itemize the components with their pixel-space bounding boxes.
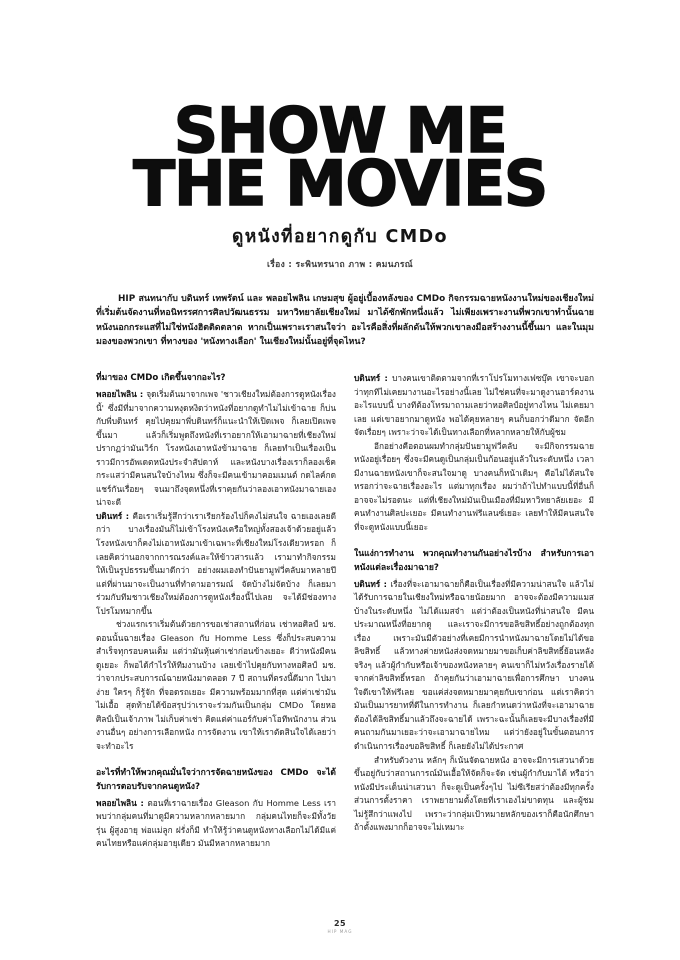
question-heading: อะไรที่ทำให้พวกคุณมั่นใจว่าการจัดฉายหนังของ CMDo จะได้รับการตอบรับจากคนดูหนัง? <box>96 768 336 792</box>
answer-text: บางคนเขาติดตามจากที่เราโปรโมทางเฟซบุ๊ค เขาจะบอกว่าทุกทีไม่เคยมางานอะไรอย่างนี้เลย ไม่ใช่คนที่จะมาดูงานอาร์ตงานอะไรแบบนี้ บางทีต้องโทรมาถามเลยว่าหอศิลป์อยู่ทางไหน ไม่เคยมาเลย แต่เขาอยากมาดูหนัง พอได้คุยหลายๆ คนก็บอกว่าดีมาก จัดอีกจัดเรื่อยๆ เพราะว่าจะได้เป็นทางเลือกที่หลากหลายให้กับผู้ชม <box>354 373 594 438</box>
headline-line-1: SHOW ME <box>173 94 507 167</box>
question-heading: ที่มาของ CMDo เกิดขึ้นจากอะไร? <box>96 373 226 383</box>
headline-line-2: THE MOVIES <box>133 147 547 221</box>
page-title <box>0 94 680 221</box>
subtitle: ดูหนังที่อยากดูกับ CMDo <box>232 226 448 247</box>
speaker-name: บดินทร์ : <box>354 578 391 589</box>
column-left <box>96 372 336 890</box>
answer-text: จุดเริ่มต้นมาจากเพจ 'ชาวเชียงใหม่ต้องการดูหนังเรื่องนี้' ซึ่งมีที่มาจากความหงุดหงิดว่าหนังที่อยากดูทำไมไม่เข้าฉาย ก็บ่นกับพี่บดินทร์ คุยไปคุยมาพี่บดินทร์ก็แนะนำให้เปิดเพจ ก็เลยเปิดเพจขึ้นมา แล้วก็เริ่มพูดถึงหนังที่เราอยากให้เอามาฉายที่เชียงใหม่ ปรากฏว่ามันเวิร์ก โรงหนังเอาหนังข้ามาฉาย ก็เลยทำเป็นเรื่องเป็นราวมีการอัพเดตหนังประจำสัปดาห์ และหนังบางเรื่องเราก็ลองเช็คกระแสว่ามีคนสนใจบ้างไหม ซึ่งก็จะมีคนเข้ามาคอมเมนต์ กดไลค์กดแชร์กันเรื่อยๆ จนมาถึงจุดหนึ่งที่เราคุยกันว่าลองเอาหนังมาฉายเองน่าจะดี <box>96 389 336 508</box>
answer-paragraph: ช่วงแรกเราเริ่มต้นด้วยการขอเช่าสถานที่ก่อน เช่าหอศิลป์ มช. ตอนนั้นฉายเรื่อง Gleason กับ Homme Less ซึ่งก็ประสบความสำเร็จทุกรอบคนเต็ม แต่ว่ามันหุ้นค่าเช่าก่อนข้างเยอะ ดีว่าหนังมีคนดูเยอะ ก็พอได้กำไรให้ทีมงานบ้าง เลยเข้าไปคุยกับทางหอศิลป์ มช. ว่าจากประสบการณ์ฉายหนังมาตลอด 7 ปี สถานที่ตรงนี้ดีมาก ไปมาง่าย ใครๆ ก็รู้จัก ที่จอดรถเยอะ มีความพร้อมมากที่สุด แต่ค่าเช่ามันไม่เอื้อ สุดท้ายได้ข้อสรุปว่าเราจะร่วมกันเป็นกลุ่ม CMDo โดยหอศิลป์เป็นเจ้าภาพ ไม่เก็บค่าเช่า คิดแต่ค่าแอร์กับค่าโอทีพนักงาน ส่วนงานอื่นๆ อย่างการเลือกหนัง การจัดงาน เขาให้เราตัดสินใจได้เลยว่าจะทำอะไร <box>96 619 336 751</box>
folio-caption: HIP MAG <box>327 929 353 934</box>
speaker-name: พลอยไพลิน : <box>96 389 147 400</box>
answer-paragraph <box>354 372 594 440</box>
intro-paragraph: HIP สนทนากับ บดินทร์ เทพรัตน์ และ พลอยไพลิน เกษมสุข ผู้อยู่เบื้องหลังของ CMDo กิจกรรมฉายหนังงานใหม่ของเชียงใหม่ ที่เริ่มต้นจัดงานที่หอนิทรรศการศิลปวัฒนธรรม มหาวิทยาลัยเชียงใหม่ มาได้ซักพักหนึ่งแล้ว ไม่เพียงเพราะงานที่พวกเขาทำนั้นฉายหนังนอกกระแสที่ไม่ใช่หนังฮิตติดตลาด หากเป็นเพราะเราสนใจว่า อะไรคือสิ่งที่ผลักดันให้พวกเขาลงมือสร้างงานนี้ขึ้นมา และในมุมมองของพวกเขา ที่ทางของ 'หนังทางเลือก' ในเชียงใหม่นั้นอยู่ที่จุดไหน? <box>96 294 594 348</box>
column-right <box>354 372 594 890</box>
answer-text: เรื่องที่จะเอามาฉายก็คือเป็นเรื่องที่มีความน่าสนใจ แล้วไม่ได้รับการฉายในเชียงใหม่หรือฉายน้อยมาก อาจจะต้องมีความแมสบ้างในระดับหนึ่ง ไม่ได้แมสจ๋า แต่ว่าต้องเป็นหนังที่น่าสนใจ มีคนประมาณหนึ่งที่อยากดู และเราจะมีการขอลิขสิทธิ์อย่างถูกต้องทุกเรื่อง เพราะมันมีตัวอย่างที่เคยมีการนำหนังมาฉายโดยไม่ได้ขอลิขสิทธิ์ แล้วทางค่ายหนังส่งจดหมายมาขอเก็บค่าลิขสิทธิ์ย้อนหลัง จริงๆ แล้วผู้กำกับหรือเจ้าของหนังหลายๆ คนเขาก็ไม่หวังเรื่องรายได้จากค่าลิขสิทธิ์หรอก ถ้าคุยกันว่าเอามาฉายเพื่อการศึกษา บางคนใจดีเขาให้ฟรีเลย ขอแค่ส่งจดหมายมาคุยกับเขาก่อน แต่เราคิดว่ามันเป็นมารยาทที่ดีในการทำงาน ก็เลยกำหนดว่าหนังที่จะเอามาฉายต้องได้ลิขสิทธิ์มาแล้วถึงจะฉายได้ เพราะฉะนั้นก็เลยจะมีบางเรื่องที่มีคนถามกันมาเยอะว่าจะเอามาฉายไหม แต่ว่ายังอยู่ในขั้นตอนการดำเนินการเรื่องขอลิขสิทธิ์ ก็เลยยังไม่ได้ประกาศ <box>354 578 594 751</box>
answer-text: ตอนที่เราฉายเรื่อง Gleason กับ Homme Less เราพบว่ากลุ่มคนที่มาดูมีความหลากหลายมาก กลุ่มคนไทยก็จะมีทั้งวัยรุ่น ผู้สูงอายุ พ่อแม่ลูก ฝรั่งก็มี ทำให้รู้ว่าคนดูหนังทางเลือกไม่ได้มีแค่คนไทยหรือแค่กลุ่มอายุเดียว มันมีหลากหลายมาก <box>96 797 336 849</box>
speaker-name: บดินทร์ : <box>96 510 133 521</box>
byline: เรื่อง : ระพินทรนาถ ภาพ : คมนภรณ์ <box>266 259 414 270</box>
answer-paragraph <box>96 510 336 618</box>
body-columns <box>96 372 594 890</box>
page-number: 25 <box>334 919 346 928</box>
speaker-name: บดินทร์ : <box>354 373 393 383</box>
folio <box>0 919 680 934</box>
speaker-name: พลอยไพลิน : <box>96 797 148 808</box>
answer-paragraph: สำหรับตัวงาน หลักๆ ก็เน้นจัดฉายหนัง อาจจะมีการเสวนาด้วย ขึ้นอยู่กับว่าสถานการณ์มันเอื้อให้จัดก็จะจัด เช่นผู้กำกับมาได้ หรือว่าหนังมีประเด็นน่าเสวนา ก็จะดูเป็นครั้งๆไป ไม่ซีเรียสว่าต้องมีทุกครั้ง ส่วนการตั้งราคา เราพยายามตั้งโดยที่เราเองไม่ขาดทุน และผู้ชมไม่รู้สึกว่าแพงไป เพราะว่ากลุ่มเป้าหมายหลักของเราก็คือนักศึกษา ถ้าตั้งแพงมากก็อาจจะไม่เหมาะ <box>354 754 594 833</box>
answer-paragraph <box>96 388 336 510</box>
question-heading: ในแง่การทำงาน พวกคุณทำงานกันอย่างไรบ้าง สำหรับการเอาหนังแต่ละเรื่องมาฉาย? <box>354 549 594 573</box>
answer-paragraph <box>354 578 594 754</box>
masthead <box>0 94 680 271</box>
answer-text: คือเราเริ่มรู้สึกว่าเราเรียกร้องไปก็คงไม่สนใจ ฉายเองเลยดีกว่า บางเรื่องมันก็ไม่เข้าโรงหนังเครือใหญ่ทั้งสองเจ้าด้วยอยู่แล้ว โรงหนังเขาก็คงไม่เอาหนังมาเข้าเฉพาะที่เชียงใหม่โรงเดียวหรอก ก็เลยคิดว่านอกจากการณรงค์และให้ข้าวสารแล้ว เรามาทำกิจกรรมให้เป็นรูปธรรมขึ้นมาดีกว่า อย่างผมเองทำปันยามูฟวี่คลับมาหลายปี แต่ที่ผ่านมาจะเป็นงานที่ทำตามอารมณ์ จัดบ้างไม่จัดบ้าง ก็เลยมาร่วมกับทีมชาวเชียงใหม่ต้องการดูหนังเรื่องนี้ไปเลย จะได้มีช่องทางโปรโมทมากขึ้น <box>96 510 336 616</box>
answer-paragraph: อีกอย่างคือตอนผมทำกลุ่มปันยามูฟวี่คลับ จะมีกิจกรรมฉายหนังอยู่เรื่อยๆ ซึ่งจะมีคนดูเป็นกลุ่มเป็นก้อนอยู่แล้วในระดับหนึ่ง เวลามีงานฉายหนังเขาก็จะสนใจมาดู บางคนก็หน้าเดิมๆ คือไม่ได้สนใจหรอกว่าจะฉายเรื่องอะไร แต่มาทุกเรื่อง ผมว่าถ้าไปทำแบบนี้ที่อื่นก็อาจจะไม่รอดนะ แต่ที่เชียงใหม่มันเป็นเมืองที่มีมหาวิทยาลัยเยอะ มีคนทำงานศิลปะเยอะ มีคนทำงานฟรีแลนซ์เยอะ เลยทำให้มีคนสนใจที่จะดูหนังแบบนี้เยอะ <box>354 440 594 532</box>
answer-paragraph <box>96 797 336 851</box>
